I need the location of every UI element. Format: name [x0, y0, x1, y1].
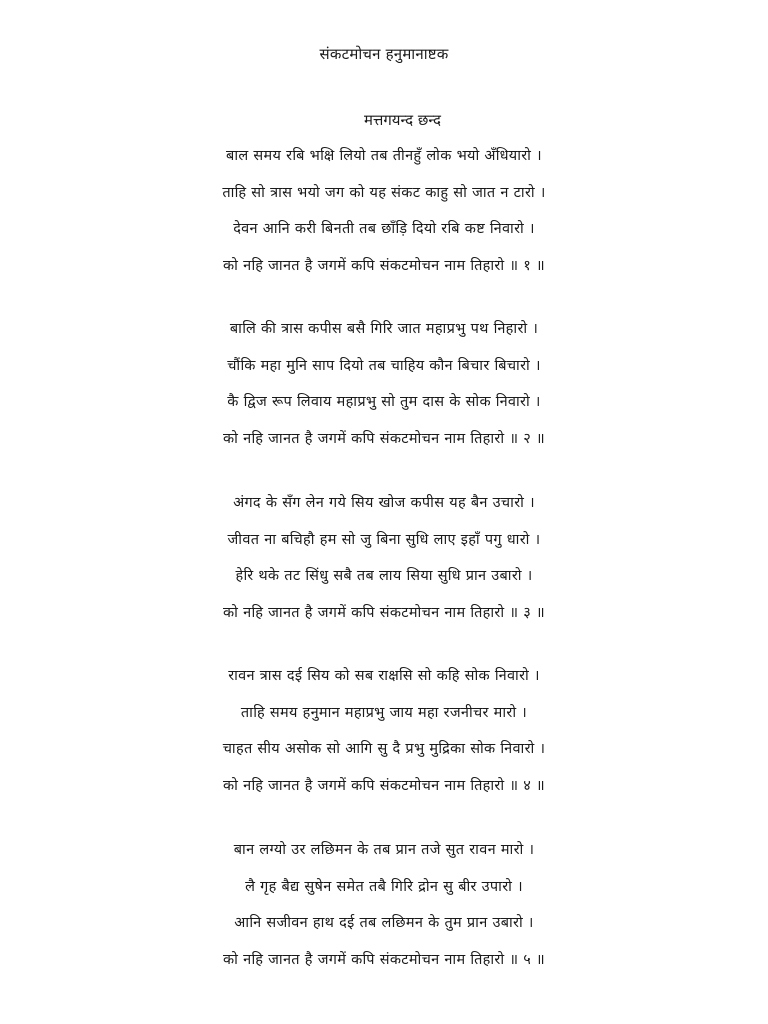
verse-line: बाल समय रबि भक्षि लियो तब तीनहुँ लोक भयो अँधियारो ।	[226, 148, 542, 164]
refrain-line: को नहि जानत है जगमें कपि संकटमोचन नाम तिहारो ॥ ४ ॥	[223, 777, 545, 794]
stanza-1	[0, 138, 768, 284]
verse-line: देवन आनि करी बिनती तब छाँड़ि दियो रबि कष्ट निवारो ।	[233, 221, 535, 237]
verse-line: जीवत ना बचिहौ हम सो जु बिना सुधि लाए इहाँ पगु धारो ।	[227, 531, 541, 548]
verse-line: चाहत सीय असोक सो आगि सु दै प्रभु मुद्रिका सोक निवारो ।	[222, 741, 546, 757]
verse-line: कै द्विज रूप लिवाय महाप्रभु सो तुम दास के सोक निवारो ।	[227, 394, 541, 410]
verse-line: बालि की त्रास कपीस बसै गिरि जात महाप्रभु पथ निहारो ।	[229, 321, 539, 337]
verse-line: आनि सजीवन हाथ दई तब लछिमन के तुम प्रान उबारो ।	[234, 915, 534, 931]
stanza-4	[0, 658, 768, 804]
verse-line: चौंकि महा मुनि साप दियो तब चाहिय कौन बिचार बिचारो ।	[227, 357, 541, 374]
stanza-3	[0, 485, 768, 631]
verse-line: हेरि थके तट सिंधु सबै तब लाय सिया सुधि प्रान उबारो ।	[235, 568, 533, 584]
page-title: संकटमोचन हनुमानाष्टक	[319, 45, 449, 63]
verse-line: लै गृह बैद्य सुषेन समेत तबै गिरि द्रोन सु बीर उपारो ।	[245, 878, 523, 895]
verse-line: ताहि समय हनुमान महाप्रभु जाय महा रजनीचर मारो ।	[240, 704, 528, 721]
stanza-5	[0, 832, 768, 978]
stanza-2	[0, 311, 768, 457]
verse-line: रावन त्रास दई सिय को सब राक्षसि सो कहि सोक निवारो ।	[228, 668, 540, 684]
refrain-line: को नहि जानत है जगमें कपि संकटमोचन नाम तिहारो ॥ ५ ॥	[223, 951, 545, 968]
refrain-line: को नहि जानत है जगमें कपि संकटमोचन नाम तिहारो ॥ १ ॥	[223, 257, 545, 274]
refrain-line: को नहि जानत है जगमें कपि संकटमोचन नाम तिहारो ॥ २ ॥	[223, 430, 545, 447]
refrain-line: को नहि जानत है जगमें कपि संकटमोचन नाम तिहारो ॥ ३ ॥	[223, 604, 545, 621]
meter-heading: मत्तगयन्द छन्द	[364, 111, 441, 129]
verse-line: अंगद के सँग लेन गये सिय खोज कपीस यह बैन उचारो ।	[233, 495, 535, 511]
verse-line: बान लग्यो उर लछिमन के तब प्रान तजे सुत रावन मारो ।	[233, 842, 535, 858]
verse-line: ताहि सो त्रास भयो जग को यह संकट काहु सो जात न टारो ।	[222, 184, 546, 201]
